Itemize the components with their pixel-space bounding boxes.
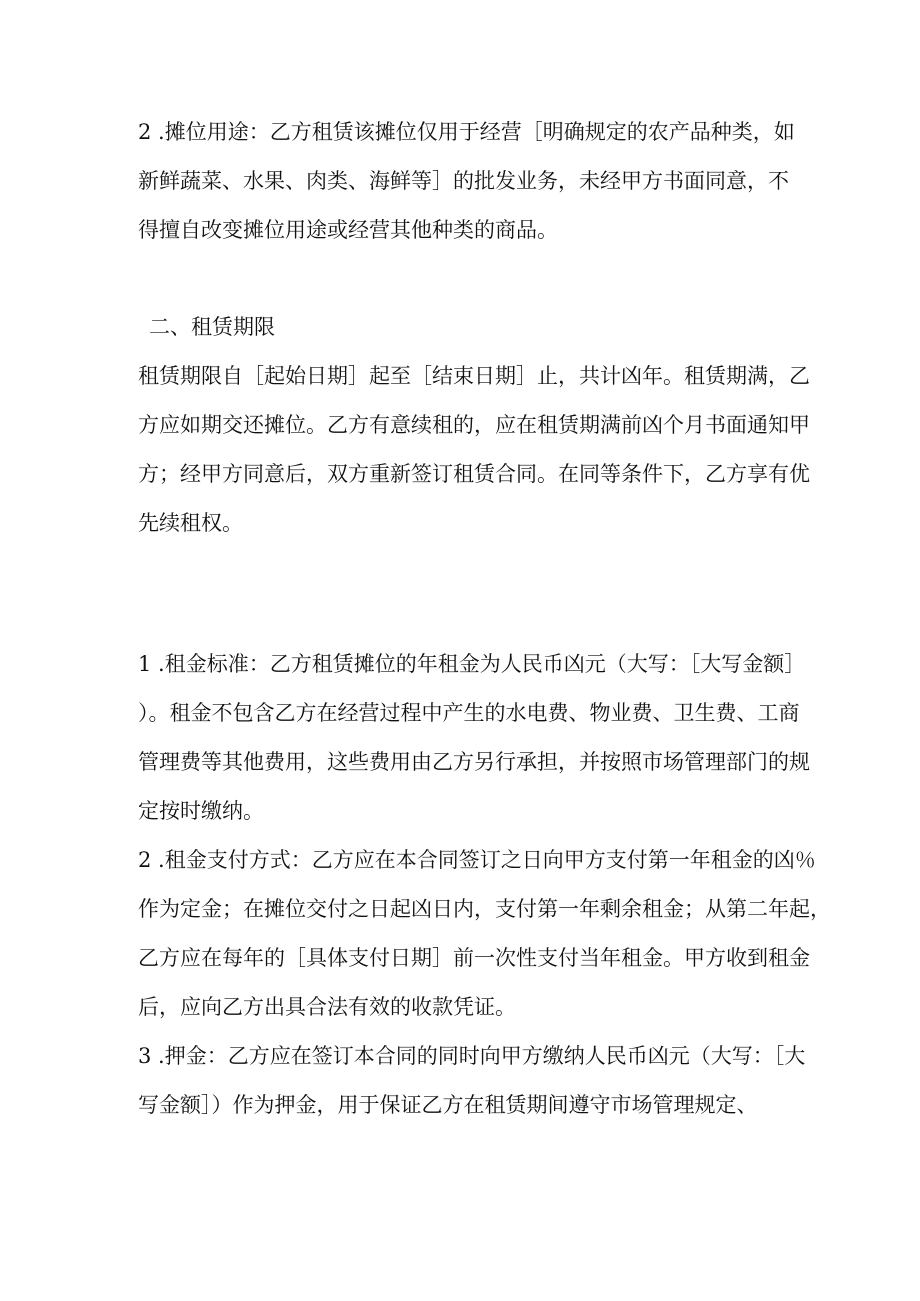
usage-line-1: 2 .摊位用途：乙方租赁该摊位仅用于经营［明确规定的农产品种类，如 — [138, 120, 795, 144]
rent-line-8: 后，应向乙方出具合法有效的收款凭证。 — [138, 995, 516, 1019]
rent-line-9: 3 .押金：乙方应在签订本合同的同时向甲方缴纳人民币凶元（大写：［大 — [138, 1044, 806, 1068]
term-line-4: 先续租权。 — [138, 511, 243, 535]
term-line-1: 租赁期限自［起始日期］起至［结束日期］止，共计凶年。租赁期满，乙 — [138, 364, 810, 388]
rent-line-5: 2 .租金支付方式：乙方应在本合同签订之日向甲方支付第一年租金的凶％ — [138, 848, 816, 872]
rent-line-7: 乙方应在每年的［具体支付日期］前一次性支付当年租金。甲方收到租金 — [138, 946, 810, 970]
rent-line-1: 1 .租金标准：乙方租赁摊位的年租金为人民币凶元（大写：［大写金额］ — [138, 652, 806, 676]
usage-line-2: 新鲜蔬菜、水果、肉类、海鲜等］的批发业务，未经甲方书面同意，不 — [138, 169, 789, 193]
usage-line-3: 得擅自改变摊位用途或经营其他种类的商品。 — [138, 218, 558, 242]
rent-line-2: ）。租金不包含乙方在经营过程中产生的水电费、物业费、卫生费、工商 — [138, 701, 800, 725]
rent-line-10: 写金额］）作为押金，用于保证乙方在租赁期间遵守市场管理规定、 — [138, 1093, 758, 1117]
rent-line-3: 管理费等其他费用，这些费用由乙方另行承担，并按照市场管理部门的规 — [138, 750, 810, 774]
rent-line-4: 定按时缴纳。 — [138, 799, 264, 823]
rent-line-6: 作为定金；在摊位交付之日起凶日内，支付第一年剩余租金；从第二年起， — [138, 897, 831, 921]
term-line-2: 方应如期交还摊位。乙方有意续租的，应在租赁期满前凶个月书面通知甲 — [138, 413, 810, 437]
term-line-3: 方；经甲方同意后，双方重新签订租赁合同。在同等条件下，乙方享有优 — [138, 462, 810, 486]
section-heading-lease-term: 二、租赁期限 — [149, 315, 275, 339]
